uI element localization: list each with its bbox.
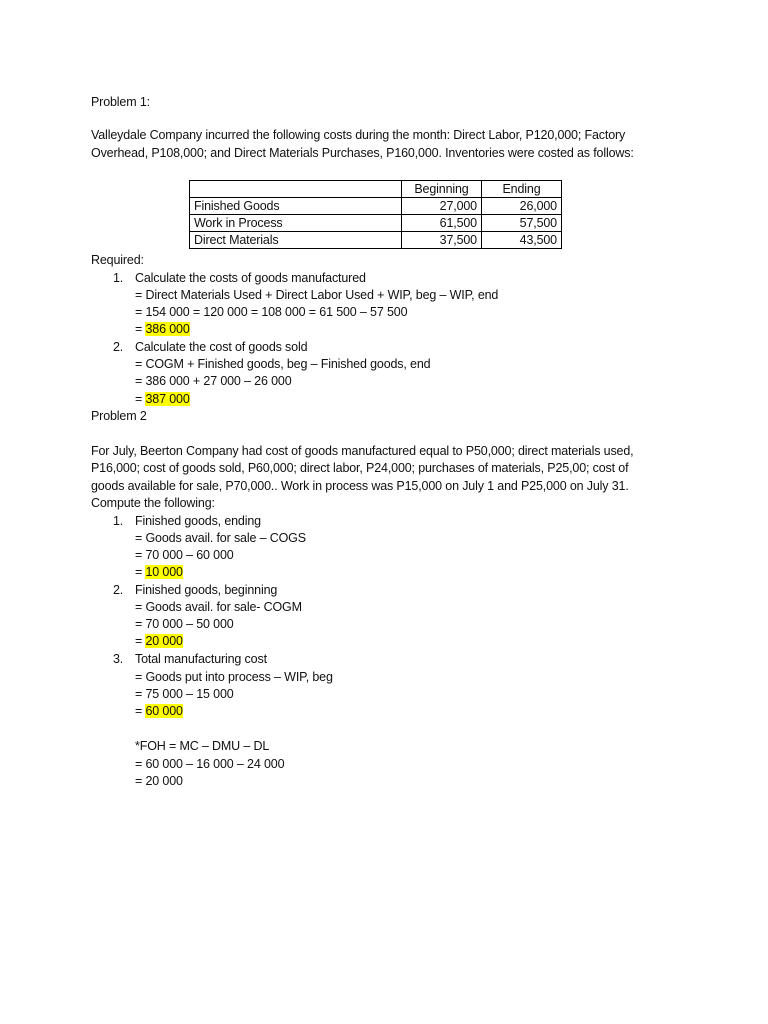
list-number: 1. (113, 514, 124, 528)
answer-line (135, 633, 183, 650)
list-item-title (113, 339, 307, 356)
formula-line: = Direct Materials Used + Direct Labor Used + WIP, beg – WIP, end (135, 288, 499, 302)
computation-line: = 154 000 = 120 000 = 108 000 = 61 500 – 57 500 (135, 305, 408, 319)
item-title: Finished goods, ending (135, 514, 261, 528)
answer-line (135, 703, 183, 720)
problem1-intro-line1: Valleydale Company incurred the following costs during the month: Direct Labor, P120,000; Factory (91, 128, 626, 142)
answer-line (135, 564, 183, 581)
table-header-cell (190, 181, 402, 198)
list-item-title (113, 582, 277, 599)
foh-computation-line: = 60 000 – 16 000 – 24 000 (135, 757, 285, 771)
table-row (190, 232, 562, 249)
list-number: 2. (113, 583, 124, 597)
problem2-intro-line1: For July, Beerton Company had cost of goods manufactured equal to P50,000; direct materials used, (91, 444, 634, 458)
foh-result-line: = 20 000 (135, 774, 183, 788)
highlighted-answer: 60 000 (145, 704, 183, 718)
item-title: Calculate the cost of goods sold (135, 340, 308, 354)
problem2-title: Problem 2 (91, 409, 147, 423)
formula-line: = Goods avail. for sale- COGM (135, 600, 302, 614)
table-cell: Finished Goods (190, 198, 402, 215)
highlighted-answer: 387 000 (145, 392, 190, 406)
answer-line (135, 391, 190, 408)
formula-line: = Goods put into process – WIP, beg (135, 670, 333, 684)
answer-prefix: = (135, 322, 146, 336)
table-cell: 27,000 (402, 198, 482, 215)
table-cell: Work in Process (190, 215, 402, 232)
item-title: Calculate the costs of goods manufactured (135, 271, 366, 285)
computation-line: = 70 000 – 60 000 (135, 548, 234, 562)
table-cell: 37,500 (402, 232, 482, 249)
problem2-intro-line2: P16,000; cost of goods sold, P60,000; direct labor, P24,000; purchases of materials, P25,00; cost of (91, 461, 629, 475)
list-item-title (113, 513, 261, 530)
computation-line: = 386 000 + 27 000 – 26 000 (135, 374, 292, 388)
answer-prefix: = (135, 634, 146, 648)
problem2-intro-line3: goods available for sale, P70,000.. Work in process was P15,000 on July 1 and P25,000 on July 31. (91, 479, 629, 493)
table-cell: 61,500 (402, 215, 482, 232)
table-header-row (190, 181, 562, 198)
table-row (190, 215, 562, 232)
table-cell: 43,500 (482, 232, 562, 249)
list-number: 2. (113, 340, 124, 354)
inventory-table (189, 180, 562, 249)
answer-prefix: = (135, 392, 146, 406)
formula-line: = Goods avail. for sale – COGS (135, 531, 306, 545)
table-row (190, 198, 562, 215)
answer-prefix: = (135, 565, 146, 579)
list-item-title (113, 651, 267, 668)
table-cell: 57,500 (482, 215, 562, 232)
formula-line: = COGM + Finished goods, beg – Finished goods, end (135, 357, 431, 371)
problem1-title: Problem 1: (91, 95, 150, 109)
computation-line: = 70 000 – 50 000 (135, 617, 234, 631)
answer-line (135, 321, 190, 338)
highlighted-answer: 20 000 (145, 634, 183, 648)
computation-line: = 75 000 – 15 000 (135, 687, 234, 701)
highlighted-answer: 10 000 (145, 565, 183, 579)
required-label: Required: (91, 253, 144, 267)
table-cell: 26,000 (482, 198, 562, 215)
problem1-intro-line2: Overhead, P108,000; and Direct Materials Purchases, P160,000. Inventories were costed as follows: (91, 146, 634, 160)
list-number: 1. (113, 271, 124, 285)
highlighted-answer: 386 000 (145, 322, 190, 336)
table-header-cell: Ending (482, 181, 562, 198)
item-title: Finished goods, beginning (135, 583, 278, 597)
table-cell: Direct Materials (190, 232, 402, 249)
compute-label: Compute the following: (91, 496, 215, 510)
item-title: Total manufacturing cost (135, 652, 267, 666)
foh-formula-line: *FOH = MC – DMU – DL (135, 739, 270, 753)
table-header-cell: Beginning (402, 181, 482, 198)
answer-prefix: = (135, 704, 146, 718)
list-number: 3. (113, 652, 124, 666)
list-item-title (113, 270, 366, 287)
